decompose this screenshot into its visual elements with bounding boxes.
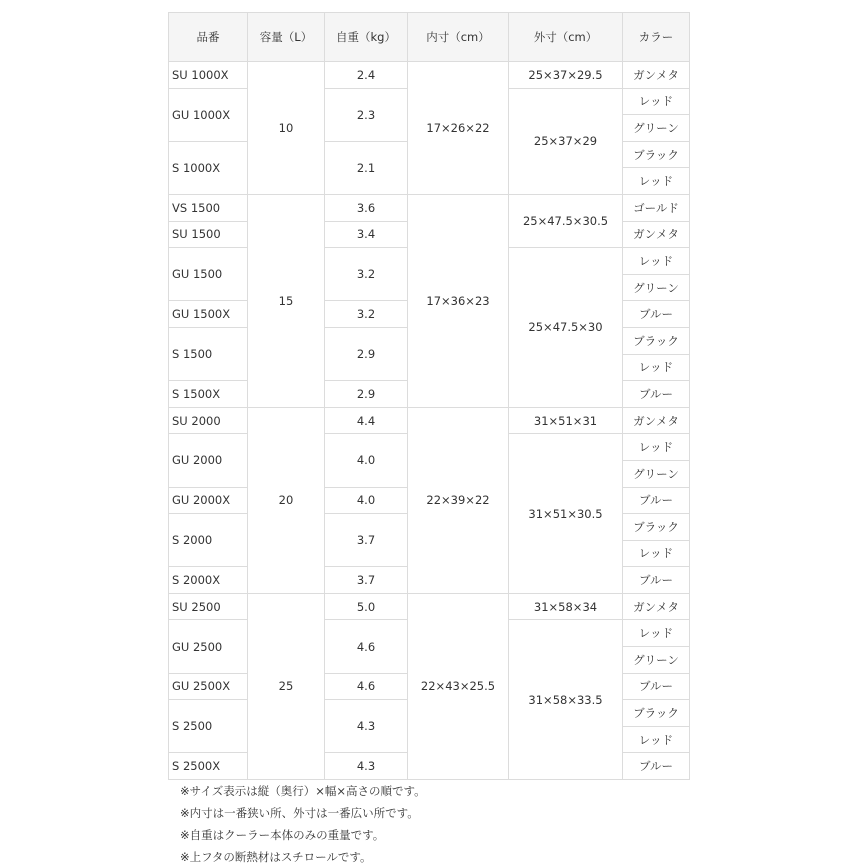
model-cell: S 2000 xyxy=(169,514,248,567)
color-cell: レッド xyxy=(623,248,690,275)
note-lid-insulation: ※上フタの断熱材はスチロールです。 xyxy=(180,850,372,864)
color-cell: ガンメタ xyxy=(623,593,690,620)
color-cell: レッド xyxy=(623,168,690,195)
color-cell: レッド xyxy=(623,540,690,567)
table-row xyxy=(169,407,690,434)
color-cell: レッド xyxy=(623,726,690,753)
color-cell: ブルー xyxy=(623,381,690,408)
weight-cell: 3.2 xyxy=(325,248,408,301)
weight-cell: 2.4 xyxy=(325,62,408,89)
table-row xyxy=(169,194,690,221)
model-cell: S 2000X xyxy=(169,567,248,594)
model-cell: GU 2500X xyxy=(169,673,248,700)
model-cell: SU 1500 xyxy=(169,221,248,248)
header-color: カラー xyxy=(623,13,690,62)
table-row xyxy=(169,593,690,620)
color-cell: ブルー xyxy=(623,753,690,780)
color-cell: グリーン xyxy=(623,115,690,142)
weight-cell: 4.0 xyxy=(325,487,408,514)
model-cell: S 2500X xyxy=(169,753,248,780)
weight-cell: 3.4 xyxy=(325,221,408,248)
color-cell: ガンメタ xyxy=(623,62,690,89)
weight-cell: 4.3 xyxy=(325,753,408,780)
weight-cell: 4.6 xyxy=(325,673,408,700)
model-cell: SU 2000 xyxy=(169,407,248,434)
weight-cell: 3.6 xyxy=(325,194,408,221)
model-cell: S 1000X xyxy=(169,141,248,194)
model-cell: S 1500X xyxy=(169,381,248,408)
model-cell: GU 2000X xyxy=(169,487,248,514)
header-inner-size: 内寸（cm） xyxy=(408,13,509,62)
color-cell: ガンメタ xyxy=(623,407,690,434)
inner-size-cell: 22×43×25.5 xyxy=(408,593,509,779)
header-weight: 自重（kg） xyxy=(325,13,408,62)
model-cell: S 1500 xyxy=(169,327,248,380)
outer-size-cell: 31×58×33.5 xyxy=(509,620,623,780)
color-cell: レッド xyxy=(623,434,690,461)
weight-cell: 4.4 xyxy=(325,407,408,434)
model-cell: GU 2500 xyxy=(169,620,248,673)
color-cell: ブラック xyxy=(623,327,690,354)
inner-size-cell: 17×26×22 xyxy=(408,62,509,195)
weight-cell: 4.3 xyxy=(325,700,408,753)
note-self-weight: ※自重はクーラー本体のみの重量です。 xyxy=(180,828,385,842)
outer-size-cell: 25×47.5×30 xyxy=(509,248,623,408)
color-cell: ブラック xyxy=(623,514,690,541)
weight-cell: 4.6 xyxy=(325,620,408,673)
note-size-order: ※サイズ表示は縦（奥行）×幅×高さの順です。 xyxy=(180,784,426,798)
note-inner-outer: ※内寸は一番狭い所、外寸は一番広い所です。 xyxy=(180,806,419,820)
outer-size-cell: 31×58×34 xyxy=(509,593,623,620)
capacity-cell: 25 xyxy=(248,593,325,779)
color-cell: ブラック xyxy=(623,141,690,168)
model-cell: SU 1000X xyxy=(169,62,248,89)
weight-cell: 2.9 xyxy=(325,381,408,408)
spec-table xyxy=(168,12,690,780)
weight-cell: 3.2 xyxy=(325,301,408,328)
color-cell: ブルー xyxy=(623,301,690,328)
weight-cell: 2.1 xyxy=(325,141,408,194)
outer-size-cell: 31×51×30.5 xyxy=(509,434,623,594)
model-cell: GU 2000 xyxy=(169,434,248,487)
color-cell: ガンメタ xyxy=(623,221,690,248)
notes-section xyxy=(180,780,426,868)
color-cell: ブルー xyxy=(623,487,690,514)
color-cell: ブルー xyxy=(623,567,690,594)
model-cell: VS 1500 xyxy=(169,194,248,221)
outer-size-cell: 25×47.5×30.5 xyxy=(509,194,623,247)
outer-size-cell: 25×37×29.5 xyxy=(509,62,623,89)
weight-cell: 2.9 xyxy=(325,327,408,380)
capacity-cell: 20 xyxy=(248,407,325,593)
color-cell: ブラック xyxy=(623,700,690,727)
color-cell: ブルー xyxy=(623,673,690,700)
color-cell: グリーン xyxy=(623,274,690,301)
weight-cell: 5.0 xyxy=(325,593,408,620)
inner-size-cell: 22×39×22 xyxy=(408,407,509,593)
color-cell: レッド xyxy=(623,354,690,381)
outer-size-cell: 25×37×29 xyxy=(509,88,623,194)
model-cell: GU 1500 xyxy=(169,248,248,301)
header-model: 品番 xyxy=(169,13,248,62)
weight-cell: 2.3 xyxy=(325,88,408,141)
color-cell: レッド xyxy=(623,620,690,647)
table-row xyxy=(169,62,690,89)
model-cell: GU 1500X xyxy=(169,301,248,328)
inner-size-cell: 17×36×23 xyxy=(408,194,509,407)
color-cell: ゴールド xyxy=(623,194,690,221)
model-cell: SU 2500 xyxy=(169,593,248,620)
weight-cell: 4.0 xyxy=(325,434,408,487)
color-cell: グリーン xyxy=(623,647,690,674)
header-row xyxy=(169,13,690,62)
header-outer-size: 外寸（cm） xyxy=(509,13,623,62)
model-cell: S 2500 xyxy=(169,700,248,753)
outer-size-cell: 31×51×31 xyxy=(509,407,623,434)
color-cell: グリーン xyxy=(623,460,690,487)
capacity-cell: 10 xyxy=(248,62,325,195)
model-cell: GU 1000X xyxy=(169,88,248,141)
header-capacity: 容量（L） xyxy=(248,13,325,62)
color-cell: レッド xyxy=(623,88,690,115)
capacity-cell: 15 xyxy=(248,194,325,407)
weight-cell: 3.7 xyxy=(325,514,408,567)
weight-cell: 3.7 xyxy=(325,567,408,594)
